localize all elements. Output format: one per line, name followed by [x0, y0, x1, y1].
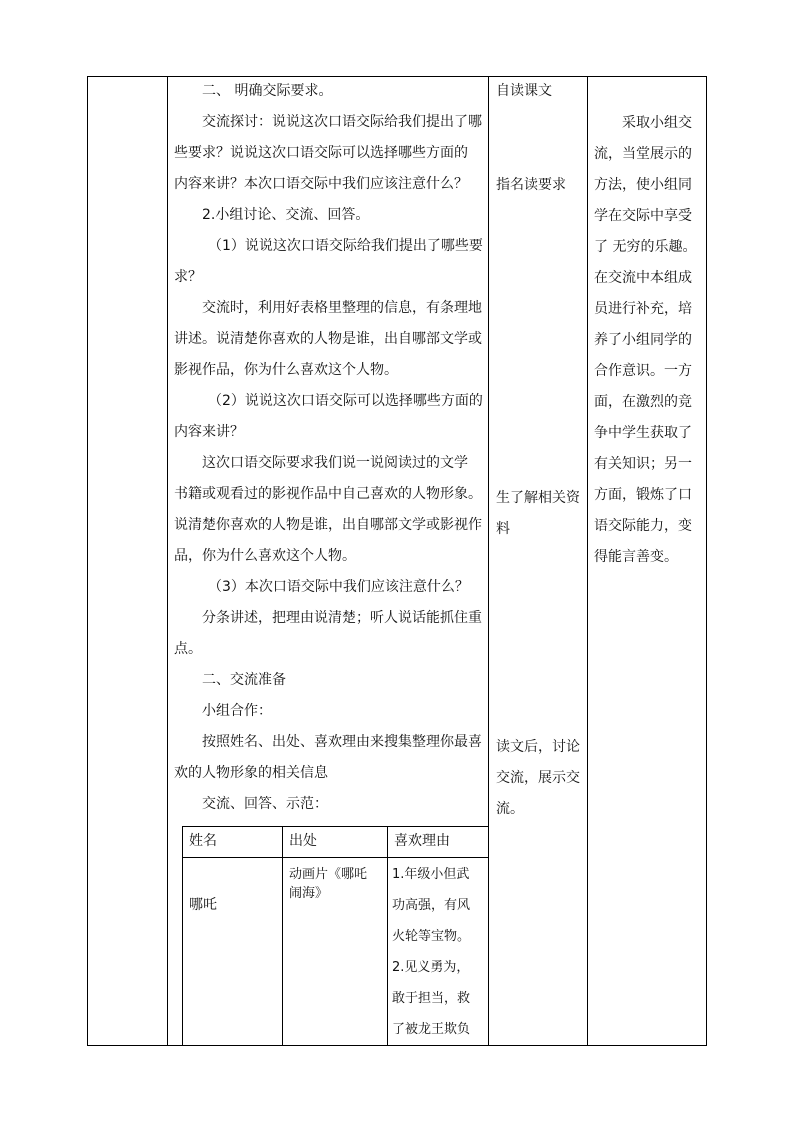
student-activity-4b: 交流，展示交 — [496, 770, 580, 786]
reason-line: 火轮等宝物。 — [392, 929, 471, 944]
outer-table-col-divider-3 — [587, 76, 588, 1046]
intent-line: 养了小组同学的 — [594, 332, 692, 348]
student-activity-4c: 流。 — [496, 801, 524, 817]
section-heading: 二、 明确交际要求。 — [202, 83, 333, 99]
intent-line: 学在交际中享受 — [594, 208, 692, 224]
paragraph-line: 说清楚你喜欢的人物是谁，出自哪部文学或影视作 — [174, 517, 482, 533]
student-activity-4a: 读文后，讨论 — [496, 739, 580, 755]
paragraph-line: 品，你为什么喜欢这个人物。 — [174, 548, 356, 564]
inner-cell-source-line2: 闹海》 — [289, 886, 329, 901]
intent-line: 合作意识。一方 — [594, 363, 692, 379]
reason-line: 了被龙王欺负 — [392, 1022, 471, 1037]
inner-header-name: 姓名 — [189, 833, 217, 849]
paragraph-line: （2）说说这次口语交际可以选择哪些方面的 — [208, 393, 483, 409]
paragraph-line: 交流探讨：说说这次口语交际给我们提出了哪 — [202, 114, 482, 130]
outer-table-bottom-border — [87, 1045, 707, 1046]
inner-table-header-divider — [182, 857, 488, 858]
reason-line: 2.见义勇为， — [392, 960, 470, 975]
intent-line: 得能言善变。 — [594, 549, 678, 565]
paragraph-line: 分条讲述，把理由说清楚；听人说话能抓住重 — [202, 610, 482, 626]
paragraph-line: 按照姓名、出处、喜欢理由来搜集整理你最喜 — [202, 734, 482, 750]
paragraph-line: 些要求？说说这次口语交际可以选择哪些方面的 — [174, 145, 468, 161]
outer-table-col-divider-2 — [488, 76, 489, 1046]
inner-header-reason: 喜欢理由 — [394, 833, 450, 849]
inner-cell-source-line1: 动画片《哪吒 — [289, 867, 368, 882]
intent-line: 争中学生获取了 — [594, 425, 692, 441]
student-activity-1: 自读课文 — [496, 83, 552, 99]
paragraph-line: 讲述。说清楚你喜欢的人物是谁，出自哪部文学或 — [174, 331, 482, 347]
paragraph-line: 欢的人物形象的相关信息 — [174, 765, 328, 781]
outer-table-left-border — [87, 76, 88, 1046]
intent-line: 流，当堂展示的 — [594, 146, 692, 162]
inner-cell-name: 哪吒 — [189, 897, 217, 913]
design-intent-column — [594, 108, 704, 573]
paragraph-line: 小组合作： — [202, 703, 272, 719]
outer-table-right-border — [706, 76, 707, 1046]
reason-line: 功高强，有风 — [392, 898, 471, 913]
intent-line: 面，在激烈的竞 — [594, 394, 692, 410]
paragraph-line: （1）说说这次口语交际给我们提出了哪些要 — [208, 238, 483, 254]
paragraph-line: 交流时，利用好表格里整理的信息，有条理地 — [202, 300, 482, 316]
paragraph-line: （3）本次口语交际中我们应该注意什么？ — [208, 579, 469, 595]
paragraph-line: 内容来讲？ — [174, 424, 244, 440]
inner-cell-reasons — [392, 859, 487, 1045]
intent-line: 员进行补充，培 — [594, 301, 692, 317]
inner-table-col-divider-1 — [282, 826, 283, 1046]
inner-table-left-border — [182, 826, 183, 1046]
paragraph-line: 影视作品，你为什么喜欢这个人物。 — [174, 362, 398, 378]
paragraph-line: 点。 — [174, 641, 202, 657]
intent-line: 有关知识；另一 — [594, 456, 692, 472]
student-activity-3b: 料 — [496, 521, 510, 537]
intent-line: 了 无穷的乐趣。 — [594, 239, 697, 255]
section-heading: 二、交流准备 — [202, 672, 286, 688]
inner-table-col-divider-2 — [387, 826, 388, 1046]
main-content-column — [174, 76, 484, 820]
paragraph-line: 交流、回答、示范： — [202, 796, 328, 812]
paragraph-line: 书籍或观看过的影视作品中自己喜欢的人物形象。 — [174, 486, 482, 502]
intent-line: 采取小组交 — [622, 115, 692, 131]
reason-line: 1.年级小但武 — [392, 867, 470, 882]
intent-line: 在交流中本组成 — [594, 270, 692, 286]
reason-line: 敢于担当，救 — [392, 991, 471, 1006]
paragraph-line: 内容来讲？本次口语交际中我们应该注意什么？ — [174, 176, 468, 192]
student-activity-2: 指名读要求 — [496, 177, 566, 193]
paragraph-line: 求？ — [174, 269, 202, 285]
intent-line: 语交际能力，变 — [594, 518, 692, 534]
intent-line: 方法，使小组同 — [594, 177, 692, 193]
student-activity-3a: 生了解相关资 — [496, 490, 580, 506]
paragraph-line: 这次口语交际要求我们说一说阅读过的文学 — [202, 455, 468, 471]
intent-line: 方面，锻炼了口 — [594, 487, 692, 503]
inner-header-source: 出处 — [289, 833, 317, 849]
paragraph-line: 2.小组讨论、交流、回答。 — [202, 207, 370, 223]
outer-table-col-divider-1 — [167, 76, 168, 1046]
